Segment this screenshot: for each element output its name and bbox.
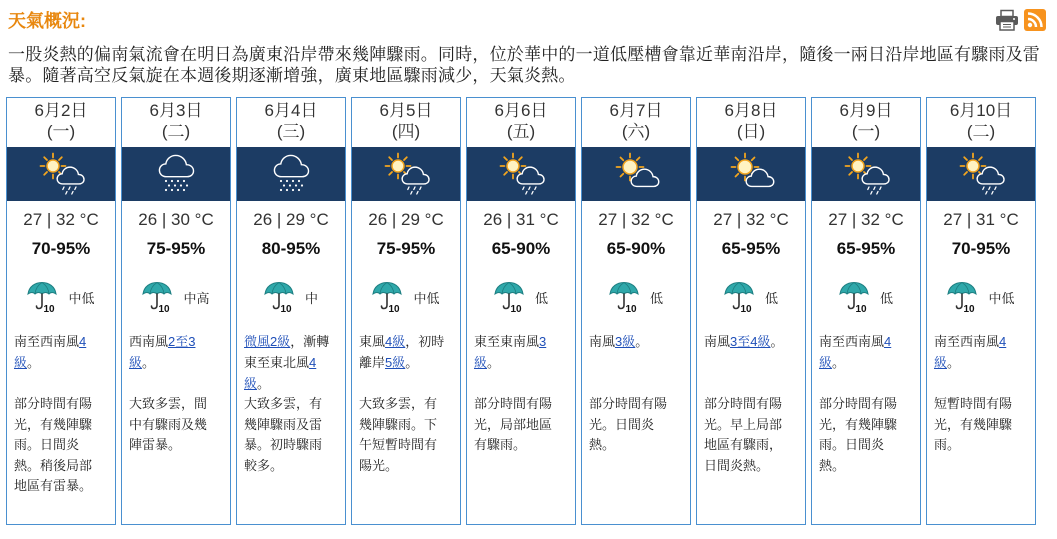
forecast-weekday: (四) xyxy=(391,122,421,141)
wind-text: 南至西南風 xyxy=(819,334,885,349)
wind-text: 。 xyxy=(142,355,156,370)
umbrella-icon-number: 10 xyxy=(963,304,976,313)
weather-icon-band xyxy=(352,147,460,201)
forecast-date-header xyxy=(467,98,575,147)
psr-row xyxy=(582,280,690,314)
forecast-date: 6月8日 xyxy=(724,101,778,120)
forecast-date-header xyxy=(582,98,690,147)
psr-row xyxy=(697,280,805,314)
forecast-date-header xyxy=(352,98,460,147)
forecast-date-header xyxy=(697,98,805,147)
psr-label: 低 xyxy=(534,290,548,306)
psr-label: 中高 xyxy=(183,290,210,306)
forecast-date: 6月10日 xyxy=(949,101,1013,120)
rain-shape xyxy=(983,187,996,194)
weather-description: 部分時間有陽光。日間炎熱。 xyxy=(589,396,668,452)
forecast-day-card xyxy=(121,97,231,525)
wind-force-link[interactable]: 3級 xyxy=(474,334,547,370)
wind-text: 南風 xyxy=(704,334,731,349)
relative-humidity-range: 65-90% xyxy=(491,239,551,258)
forecast-date: 6月9日 xyxy=(839,101,893,120)
temperature-range: 26 | 30 °C xyxy=(138,210,214,229)
wind-text: 。 xyxy=(832,355,846,370)
weather-icon-band xyxy=(697,147,805,201)
cloud-shape xyxy=(274,155,308,176)
forecast-date-header xyxy=(812,98,920,147)
showers-icon xyxy=(266,152,316,196)
cloud-shape xyxy=(977,167,1004,184)
psr-row xyxy=(467,280,575,314)
forecast-date: 6月5日 xyxy=(379,101,433,120)
forecast-day-card xyxy=(6,97,116,525)
relative-humidity-range: 80-95% xyxy=(261,239,321,258)
psr-label: 低 xyxy=(879,290,893,306)
umbrella-icon-number: 10 xyxy=(855,304,867,313)
weather-icon-band xyxy=(122,147,230,201)
relative-humidity-range: 70-95% xyxy=(31,239,91,258)
umbrella-icon xyxy=(609,281,639,313)
wind-text: 。 xyxy=(487,355,501,370)
temperature-range: 26 | 29 °C xyxy=(368,210,444,229)
psr-label: 中低 xyxy=(413,290,440,306)
wind-text: 南至西南風 xyxy=(14,334,80,349)
psr-row xyxy=(812,280,920,314)
wind-text: 南風 xyxy=(589,334,616,349)
wind-text: ，漸轉東至東北風 xyxy=(244,334,330,370)
forecast-weekday: (一) xyxy=(46,122,76,141)
wind-text: 。 xyxy=(770,334,784,349)
psr-row xyxy=(352,280,460,314)
relative-humidity-range: 70-95% xyxy=(951,239,1011,258)
weather-icon-band xyxy=(927,147,1035,201)
weather-description: 大致多雲，間中有驟雨及幾陣雷暴。 xyxy=(129,396,208,452)
psr-row xyxy=(927,280,1035,314)
psr-row xyxy=(122,280,230,314)
weather-summary: 一股炎熱的偏南氣流會在明日為廣東沿岸帶來幾陣驟雨。同時，位於華中的一道低壓槽會靠近華南沿岸，隨後一兩日沿岸地區有驟雨及雷暴。隨著高空反氣旋在本週後期逐漸增強，廣東地區驟雨減少，天氣炎熱。 xyxy=(8,45,1040,85)
umbrella-icon-number: 10 xyxy=(158,304,171,313)
sunny-periods-icon xyxy=(611,152,661,196)
cloud-shape xyxy=(517,167,544,184)
nine-day-forecast xyxy=(6,97,1036,525)
weather-description: 大致多雲，有幾陣驟雨及雷暴。初時驟雨較多。 xyxy=(244,396,323,473)
weather-description: 部分時間有陽光，局部地區有驟雨。 xyxy=(474,396,553,452)
forecast-weekday: (三) xyxy=(276,122,306,141)
forecast-weekday: (二) xyxy=(161,122,191,141)
umbrella-icon-number: 10 xyxy=(625,304,637,313)
showers-icon xyxy=(151,152,201,196)
psr-label: 低 xyxy=(649,290,663,306)
forecast-date-header xyxy=(927,98,1035,147)
temperature-range: 27 | 32 °C xyxy=(23,210,99,229)
wind-text: 。 xyxy=(405,355,419,370)
wind-forecast xyxy=(352,331,460,394)
temperature-range: 27 | 32 °C xyxy=(828,210,904,229)
umbrella-icon xyxy=(372,281,402,313)
wind-force-link[interactable]: 5級 xyxy=(385,355,406,370)
relative-humidity-range: 75-95% xyxy=(146,239,206,258)
temperature-range: 26 | 29 °C xyxy=(253,210,329,229)
cloud-shape xyxy=(862,167,889,184)
rain-shape xyxy=(63,187,76,194)
psr-row xyxy=(237,280,345,314)
umbrella-icon xyxy=(264,281,294,313)
umbrella-icon xyxy=(494,281,524,313)
temperature-range: 27 | 31 °C xyxy=(943,210,1019,229)
umbrella-icon-number: 10 xyxy=(388,304,401,313)
cloud-shape xyxy=(402,167,429,184)
wind-force-link[interactable]: 4級 xyxy=(385,334,406,349)
rain-shape xyxy=(165,180,188,191)
psr-label: 中 xyxy=(304,290,318,306)
wind-force-link[interactable]: 2至3級 xyxy=(129,334,196,370)
forecast-weekday: (二) xyxy=(966,122,996,141)
wind-text: 。 xyxy=(27,355,41,370)
forecast-date: 6月4日 xyxy=(264,101,318,120)
rss-icon[interactable] xyxy=(1024,9,1046,31)
wind-force-link[interactable]: 4級 xyxy=(819,334,892,370)
print-icon[interactable] xyxy=(995,9,1019,31)
wind-forecast xyxy=(467,331,575,394)
relative-humidity-range: 65-90% xyxy=(606,239,666,258)
wind-forecast xyxy=(122,331,230,394)
weather-description: 部分時間有陽光，有幾陣驟雨。日間炎熱。 xyxy=(819,396,898,473)
umbrella-icon-number: 10 xyxy=(740,304,752,313)
forecast-day-card xyxy=(236,97,346,525)
cloud-shape xyxy=(159,155,193,176)
forecast-day-card xyxy=(581,97,691,525)
forecast-day-card xyxy=(926,97,1036,525)
cloud-shape xyxy=(57,167,84,184)
wind-forecast xyxy=(927,331,1035,394)
sunny-periods-with-showers-icon xyxy=(956,152,1006,196)
wind-text: ，初時離岸 xyxy=(359,334,445,370)
weather-description: 部分時間有陽光，有幾陣驟雨。日間炎熱。稍後局部地區有雷暴。 xyxy=(14,396,93,493)
wind-forecast xyxy=(7,331,115,394)
forecast-weekday: (日) xyxy=(736,122,766,141)
weather-description: 大致多雲，有幾陣驟雨。下午短暫時間有陽光。 xyxy=(359,396,438,473)
sunny-periods-icon xyxy=(726,152,776,196)
wind-text: 東至東南風 xyxy=(474,334,540,349)
weather-icon-band xyxy=(7,147,115,201)
page-title: 天氣概況: xyxy=(8,11,86,31)
sunny-periods-with-showers-icon xyxy=(841,152,891,196)
forecast-date-header xyxy=(7,98,115,147)
forecast-date-header xyxy=(122,98,230,147)
wind-force-link[interactable]: 3級 xyxy=(615,334,636,349)
forecast-day-card xyxy=(696,97,806,525)
forecast-weekday: (五) xyxy=(506,122,536,141)
psr-label: 中低 xyxy=(988,290,1015,306)
umbrella-icon xyxy=(839,281,869,313)
forecast-date: 6月2日 xyxy=(34,101,88,120)
weather-icon-band xyxy=(467,147,575,201)
forecast-date: 6月6日 xyxy=(494,101,548,120)
rain-shape xyxy=(868,187,881,194)
forecast-day-card xyxy=(811,97,921,525)
wind-text: 南至西南風 xyxy=(934,334,1000,349)
rain-shape xyxy=(280,180,303,191)
sunny-periods-with-showers-icon xyxy=(36,152,86,196)
umbrella-icon xyxy=(27,281,57,313)
weather-icon-band xyxy=(812,147,920,201)
forecast-day-card xyxy=(466,97,576,525)
umbrella-icon-number: 10 xyxy=(43,304,56,313)
wind-text: 東風 xyxy=(359,334,386,349)
weather-description: 部分時間有陽光。早上局部地區有驟雨，日間炎熱。 xyxy=(704,396,783,473)
forecast-date: 6月7日 xyxy=(609,101,663,120)
wind-text: 。 xyxy=(947,355,961,370)
wind-forecast xyxy=(237,331,345,394)
forecast-weekday: (六) xyxy=(621,122,651,141)
relative-humidity-range: 75-95% xyxy=(376,239,436,258)
wind-force-link[interactable]: 4級 xyxy=(14,334,87,370)
sunny-periods-with-showers-icon xyxy=(381,152,431,196)
umbrella-icon-number: 10 xyxy=(510,304,522,313)
wind-text: 。 xyxy=(635,334,649,349)
psr-row xyxy=(7,280,115,314)
weather-icon-band xyxy=(237,147,345,201)
temperature-range: 26 | 31 °C xyxy=(483,210,559,229)
wind-forecast xyxy=(697,331,805,394)
relative-humidity-range: 65-95% xyxy=(721,239,781,258)
wind-forecast xyxy=(582,331,690,394)
sunny-periods-with-showers-icon xyxy=(496,152,546,196)
umbrella-icon xyxy=(947,281,977,313)
rain-shape xyxy=(523,187,536,194)
umbrella-icon xyxy=(724,281,754,313)
psr-label: 中低 xyxy=(68,290,95,306)
temperature-range: 27 | 32 °C xyxy=(598,210,674,229)
forecast-weekday: (一) xyxy=(851,122,881,141)
psr-label: 低 xyxy=(764,290,778,306)
temperature-range: 27 | 32 °C xyxy=(713,210,789,229)
relative-humidity-range: 65-95% xyxy=(836,239,896,258)
weather-icon-band xyxy=(582,147,690,201)
umbrella-icon xyxy=(142,281,172,313)
forecast-date: 6月3日 xyxy=(149,101,203,120)
wind-force-link[interactable]: 4級 xyxy=(934,334,1007,370)
wind-text: 西南風 xyxy=(129,334,169,349)
wind-text: 。 xyxy=(257,376,271,391)
wind-forecast xyxy=(812,331,920,394)
wind-force-link[interactable]: 3至4級 xyxy=(730,334,771,349)
umbrella-icon-number: 10 xyxy=(280,304,292,313)
wind-force-link[interactable]: 4級 xyxy=(244,355,317,391)
wind-force-link[interactable]: 微風2級 xyxy=(244,334,291,349)
weather-description: 短暫時間有陽光，有幾陣驟雨。 xyxy=(934,396,1013,452)
forecast-day-card xyxy=(351,97,461,525)
rain-shape xyxy=(408,187,421,194)
forecast-date-header xyxy=(237,98,345,147)
